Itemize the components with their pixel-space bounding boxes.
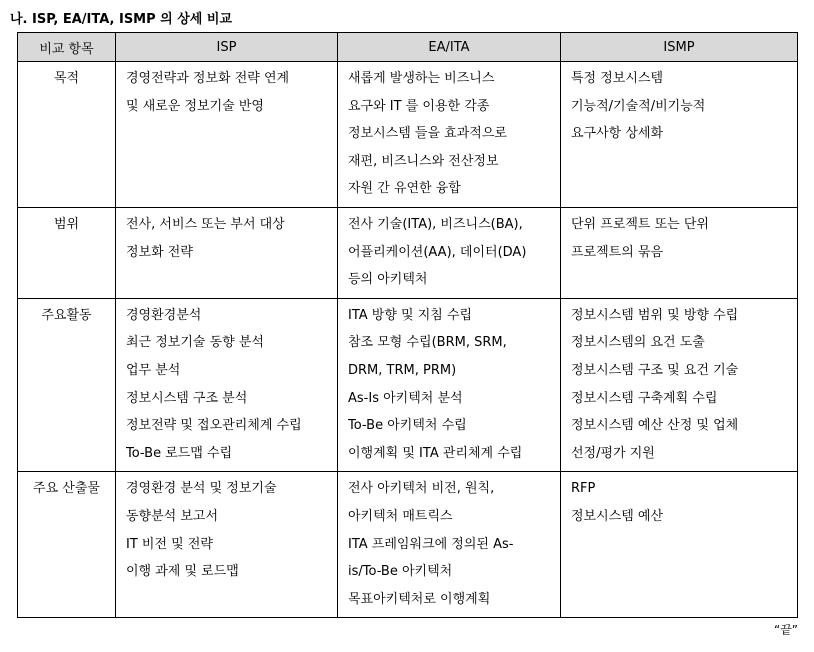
header-item: 비교 항목 bbox=[18, 33, 116, 62]
cell-line: 최근 정보기술 동향 분석 bbox=[126, 335, 264, 351]
cell-line: 전사 아키텍처 비전, 원칙, bbox=[348, 481, 495, 497]
ismp-cell bbox=[561, 298, 798, 472]
ismp-cell bbox=[561, 472, 798, 618]
ea-ita-cell bbox=[338, 472, 561, 618]
cell-line: 경영전략과 정보화 전략 연계 bbox=[126, 71, 290, 86]
row-label bbox=[18, 62, 116, 208]
cell-line: To-Be 아키텍처 수립 bbox=[348, 418, 467, 434]
table-header-row bbox=[18, 33, 798, 62]
section-heading: 나. ISP, EA/ITA, ISMP 의 상세 비교 bbox=[10, 12, 233, 27]
cell-line: 정보시스템 범위 및 방향 수립 bbox=[571, 307, 739, 323]
cell-line: 정보전략 및 접오관리체계 수립 bbox=[126, 418, 302, 434]
cell-line: 목표아키텍처로 이행계획 bbox=[348, 591, 491, 607]
isp-cell bbox=[116, 207, 338, 298]
row-label-text: 목적 bbox=[53, 71, 80, 86]
table-row bbox=[18, 472, 798, 618]
row-label bbox=[18, 298, 116, 472]
cell-line: 경영환경 분석 및 정보기술 bbox=[126, 481, 277, 497]
cell-line: 등의 아키텍처 bbox=[348, 272, 428, 288]
cell-line: 이행계획 및 ITA 관리체계 수립 bbox=[348, 445, 523, 461]
cell-line: 경영환경분석 bbox=[126, 307, 202, 323]
cell-line: RFP bbox=[571, 481, 596, 497]
isp-cell bbox=[116, 472, 338, 618]
cell-line: 단위 프로젝트 또는 단위 bbox=[571, 216, 709, 232]
cell-line: 정보시스템 예산 bbox=[571, 508, 664, 524]
row-label-text: 주요활동 bbox=[41, 307, 92, 323]
cell-line: 재편, 비즈니스와 전산정보 bbox=[348, 153, 499, 169]
cell-line: 선정/평가 지원 bbox=[571, 445, 655, 461]
cell-line: ITA 프레임워크에 정의된 As- bbox=[348, 536, 514, 552]
end-mark: “끝” bbox=[774, 623, 799, 637]
cell-line: 기능적/기술적/비기능적 bbox=[571, 98, 706, 114]
cell-line: 정보시스템 예산 산정 및 업체 bbox=[571, 418, 739, 434]
cell-line: 동향분석 보고서 bbox=[126, 508, 219, 524]
cell-line: ITA 방향 및 지침 수립 bbox=[348, 307, 473, 323]
cell-line: 정보시스템 구조 분석 bbox=[126, 390, 248, 406]
row-label-text: 주요 산출물 bbox=[33, 481, 100, 497]
ismp-cell bbox=[561, 207, 798, 298]
cell-line: 아키텍처 매트릭스 bbox=[348, 508, 453, 524]
ea-ita-cell bbox=[338, 207, 561, 298]
comparison-table bbox=[17, 32, 798, 618]
cell-line: 정보시스템의 요건 도출 bbox=[571, 335, 705, 351]
cell-line: 참조 모형 수립(BRM, SRM, bbox=[348, 335, 507, 351]
isp-cell bbox=[116, 298, 338, 472]
cell-line: IT 비전 및 전략 bbox=[126, 536, 213, 552]
header-ea-ita: EA/ITA bbox=[338, 33, 561, 62]
row-label-text: 범위 bbox=[53, 216, 80, 232]
header-ismp: ISMP bbox=[561, 33, 798, 62]
cell-line: 정보시스템 들을 효과적으로 bbox=[348, 126, 507, 142]
cell-line: 정보시스템 구조 및 요건 기술 bbox=[571, 362, 739, 378]
cell-line: 업무 분석 bbox=[126, 362, 181, 378]
ismp-cell bbox=[561, 62, 798, 208]
header-isp: ISP bbox=[116, 33, 338, 62]
ea-ita-cell bbox=[338, 298, 561, 472]
isp-cell bbox=[116, 62, 338, 208]
row-label bbox=[18, 207, 116, 298]
table-body bbox=[18, 62, 798, 618]
cell-line: 프로젝트의 묶음 bbox=[571, 244, 664, 260]
ea-ita-cell bbox=[338, 62, 561, 208]
cell-line: 새롭게 발생하는 비즈니스 bbox=[348, 71, 495, 86]
cell-line: 정보화 전략 bbox=[126, 244, 193, 260]
cell-line: 어플리케이션(AA), 데이터(DA) bbox=[348, 244, 527, 260]
cell-line: 및 새로운 정보기술 반영 bbox=[126, 98, 264, 114]
cell-line: To-Be 로드맵 수립 bbox=[126, 445, 233, 461]
cell-line: 이행 과제 및 로드맵 bbox=[126, 564, 239, 580]
cell-line: 전사 기술(ITA), 비즈니스(BA), bbox=[348, 216, 523, 232]
row-label bbox=[18, 472, 116, 618]
cell-line: DRM, TRM, PRM) bbox=[348, 362, 457, 378]
table-row bbox=[18, 62, 798, 208]
cell-line: 정보시스템 구축계획 수립 bbox=[571, 390, 718, 406]
cell-line: 요구사항 상세화 bbox=[571, 126, 664, 142]
table-row bbox=[18, 298, 798, 472]
cell-line: 자원 간 유연한 융합 bbox=[348, 181, 461, 197]
cell-line: 전사, 서비스 또는 부서 대상 bbox=[126, 216, 285, 232]
cell-line: As-Is 아키텍처 분석 bbox=[348, 390, 463, 406]
table-row bbox=[18, 207, 798, 298]
cell-line: 특정 정보시스템 bbox=[571, 71, 664, 86]
cell-line: is/To-Be 아키텍처 bbox=[348, 564, 453, 580]
cell-line: 요구와 IT 를 이용한 각종 bbox=[348, 98, 490, 114]
